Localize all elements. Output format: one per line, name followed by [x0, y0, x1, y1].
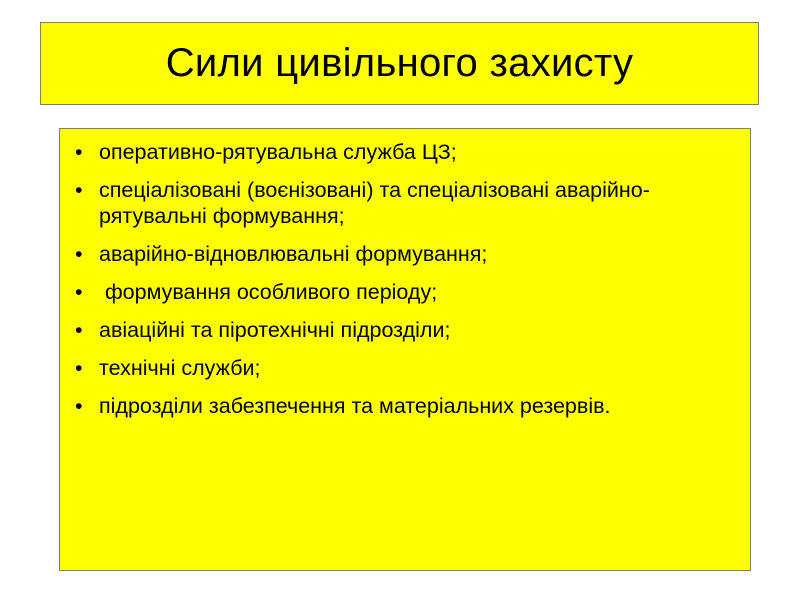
- list-item: [72, 279, 744, 305]
- list-item-text: авіаційні та піротехнічні підрозділи;: [99, 318, 451, 342]
- list-item: [72, 393, 744, 419]
- list-item-text: аварійно-відновлювальні формування;: [99, 242, 488, 266]
- bullet-icon: •: [75, 356, 83, 380]
- list-item: [72, 355, 744, 381]
- bullet-icon: •: [75, 280, 83, 304]
- bullet-list: [72, 139, 744, 431]
- list-item-text: підрозділи забезпечення та матеріальних резервів.: [99, 394, 611, 418]
- list-item: [72, 317, 744, 343]
- slide-title: Сили цивільного захисту: [165, 41, 634, 85]
- bullet-icon: •: [75, 178, 83, 202]
- list-item: [72, 241, 744, 267]
- list-item-text: оперативно-рятувальна служба ЦЗ;: [99, 140, 457, 164]
- list-item-text: спеціалізовані (воєнізовані) та спеціалізовані аварійно-рятувальні формування;: [99, 178, 650, 228]
- list-item: [72, 177, 744, 229]
- bullet-icon: •: [75, 318, 83, 342]
- title-box: [40, 22, 759, 105]
- bullet-icon: •: [75, 242, 83, 266]
- list-item-text: формування особливого періоду;: [99, 280, 438, 304]
- list-item: [72, 139, 744, 165]
- content-box: [59, 128, 751, 571]
- list-item-text: технічні служби;: [99, 356, 261, 380]
- bullet-icon: •: [75, 394, 83, 418]
- bullet-icon: •: [75, 140, 83, 164]
